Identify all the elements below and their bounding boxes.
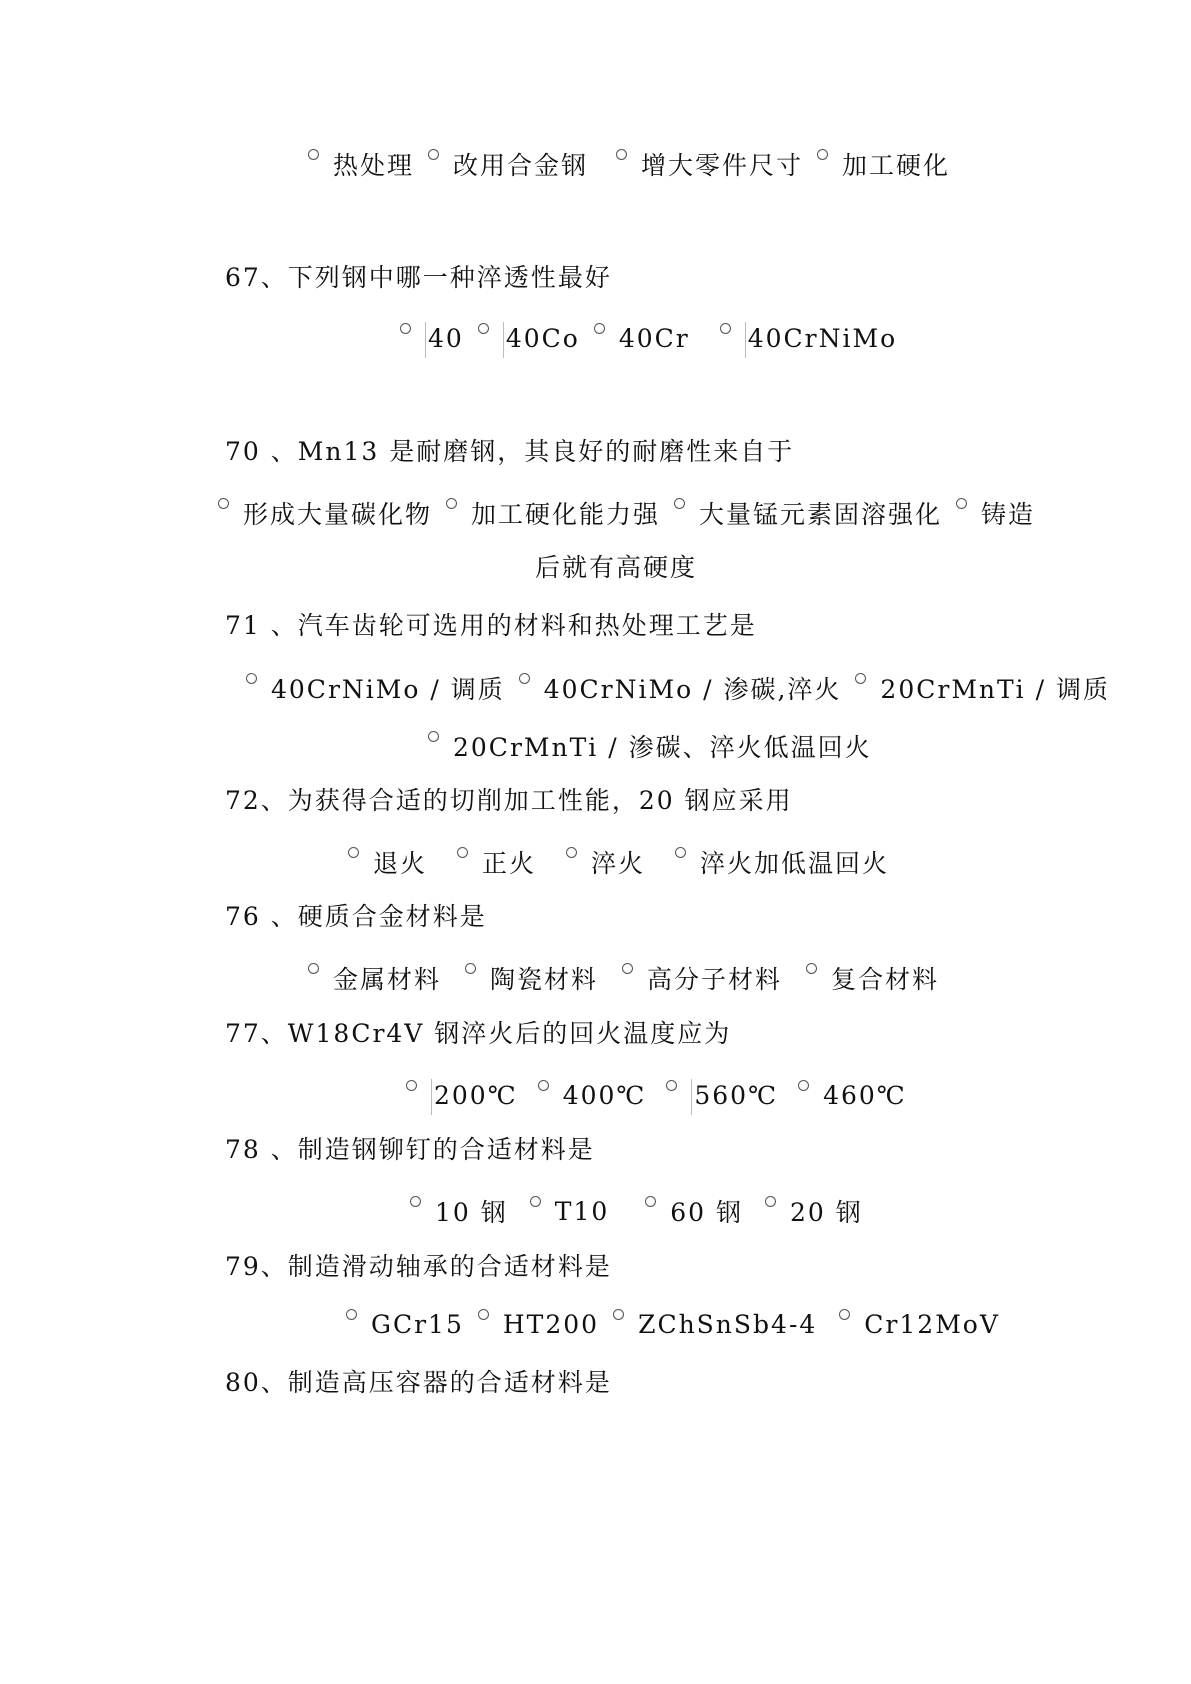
radio-icon[interactable] xyxy=(519,673,530,684)
question-80: 80、制造高压容器的合适材料是 xyxy=(225,1368,612,1397)
option[interactable]: 形成大量碳化物 xyxy=(218,495,432,531)
option[interactable]: 加工硬化 xyxy=(817,146,950,182)
options-71 xyxy=(246,670,1124,706)
option[interactable]: 20CrMnTi / 调质 xyxy=(855,670,1110,706)
option[interactable]: 热处理 xyxy=(308,146,414,182)
radio-icon[interactable] xyxy=(530,1196,541,1207)
options-prev xyxy=(308,146,964,182)
radio-icon[interactable] xyxy=(666,1080,677,1091)
radio-icon[interactable] xyxy=(956,498,967,509)
option[interactable]: 高分子材料 xyxy=(622,960,782,996)
radio-icon[interactable] xyxy=(616,149,627,160)
radio-icon[interactable] xyxy=(538,1080,549,1091)
options-76 xyxy=(308,960,953,996)
option[interactable]: 400℃ xyxy=(538,1081,647,1110)
option[interactable]: 20CrMnTi / 渗碳、淬火低温回火 xyxy=(428,728,872,764)
radio-icon[interactable] xyxy=(410,1196,421,1207)
radio-icon[interactable] xyxy=(346,1309,357,1320)
radio-icon[interactable] xyxy=(348,847,359,858)
options-78 xyxy=(410,1193,877,1229)
radio-icon[interactable] xyxy=(465,963,476,974)
option[interactable]: 10 钢 xyxy=(410,1193,508,1229)
option[interactable]: 正火 xyxy=(457,844,536,880)
option[interactable]: 增大零件尺寸 xyxy=(616,146,803,182)
radio-icon[interactable] xyxy=(839,1309,850,1320)
option[interactable]: 40CrNiMo xyxy=(720,320,897,356)
option[interactable]: 60 钢 xyxy=(645,1193,743,1229)
options-79 xyxy=(346,1310,1014,1339)
option[interactable]: 40 xyxy=(400,320,464,356)
options-70 xyxy=(218,495,1049,531)
radio-icon[interactable] xyxy=(400,323,411,334)
option[interactable]: 退火 xyxy=(348,844,427,880)
divider xyxy=(425,322,426,358)
radio-icon[interactable] xyxy=(406,1080,417,1091)
option[interactable]: GCr15 xyxy=(346,1310,464,1339)
option[interactable]: 40CrNiMo / 渗碳,淬火 xyxy=(519,670,842,706)
question-76: 76 、硬质合金材料是 xyxy=(225,902,487,931)
radio-icon[interactable] xyxy=(855,673,866,684)
option[interactable]: 金属材料 xyxy=(308,960,441,996)
option-continuation: 后就有高硬度 xyxy=(535,553,698,582)
radio-icon[interactable] xyxy=(817,149,828,160)
option[interactable]: 铸造 xyxy=(956,495,1035,531)
radio-icon[interactable] xyxy=(566,847,577,858)
divider xyxy=(745,322,746,358)
option[interactable]: 改用合金钢 xyxy=(428,146,588,182)
radio-icon[interactable] xyxy=(308,963,319,974)
radio-icon[interactable] xyxy=(675,847,686,858)
radio-icon[interactable] xyxy=(720,323,731,334)
radio-icon[interactable] xyxy=(428,149,439,160)
option[interactable]: 20 钢 xyxy=(765,1193,863,1229)
question-72: 72、为获得合适的切削加工性能，20 钢应采用 xyxy=(225,786,793,815)
radio-icon[interactable] xyxy=(446,498,457,509)
radio-icon[interactable] xyxy=(798,1080,809,1091)
option[interactable]: ZChSnSb4-4 xyxy=(613,1310,817,1339)
radio-icon[interactable] xyxy=(478,1309,489,1320)
radio-icon[interactable] xyxy=(218,498,229,509)
radio-icon[interactable] xyxy=(246,673,257,684)
option[interactable]: 加工硬化能力强 xyxy=(446,495,660,531)
option[interactable]: 陶瓷材料 xyxy=(465,960,598,996)
radio-icon[interactable] xyxy=(613,1309,624,1320)
radio-icon[interactable] xyxy=(428,731,439,742)
options-67 xyxy=(400,320,911,356)
options-71-line2 xyxy=(428,728,886,764)
question-79: 79、制造滑动轴承的合适材料是 xyxy=(225,1252,612,1281)
question-71: 71 、汽车齿轮可选用的材料和热处理工艺是 xyxy=(225,611,757,640)
radio-icon[interactable] xyxy=(478,323,489,334)
radio-icon[interactable] xyxy=(765,1196,776,1207)
option[interactable]: 复合材料 xyxy=(806,960,939,996)
option[interactable]: 淬火 xyxy=(566,844,645,880)
radio-icon[interactable] xyxy=(674,498,685,509)
option[interactable]: 40CrNiMo / 调质 xyxy=(246,670,505,706)
option[interactable]: 200℃ xyxy=(406,1077,518,1113)
option[interactable]: 40Cr xyxy=(594,324,690,353)
options-77 xyxy=(406,1077,921,1113)
question-70: 70 、Mn13 是耐磨钢，其良好的耐磨性来自于 xyxy=(225,437,795,466)
divider xyxy=(503,322,504,358)
radio-icon[interactable] xyxy=(594,323,605,334)
option[interactable]: 40Co xyxy=(478,320,580,356)
question-77: 77、W18Cr4V 钢淬火后的回火温度应为 xyxy=(225,1019,732,1048)
radio-icon[interactable] xyxy=(457,847,468,858)
radio-icon[interactable] xyxy=(308,149,319,160)
radio-icon[interactable] xyxy=(622,963,633,974)
radio-icon[interactable] xyxy=(645,1196,656,1207)
option[interactable]: 460℃ xyxy=(798,1081,907,1110)
option[interactable]: T10 xyxy=(530,1197,610,1226)
option[interactable]: Cr12MoV xyxy=(839,1310,1000,1339)
divider xyxy=(691,1079,692,1115)
option[interactable]: HT200 xyxy=(478,1310,599,1339)
option[interactable]: 560℃ xyxy=(666,1077,778,1113)
divider xyxy=(431,1079,432,1115)
question-67: 67、下列钢中哪一种淬透性最好 xyxy=(225,263,612,292)
option[interactable]: 淬火加低温回火 xyxy=(675,844,889,880)
options-72 xyxy=(348,844,903,880)
radio-icon[interactable] xyxy=(806,963,817,974)
question-78: 78 、制造钢铆钉的合适材料是 xyxy=(225,1135,595,1164)
option[interactable]: 大量锰元素固溶强化 xyxy=(674,495,942,531)
